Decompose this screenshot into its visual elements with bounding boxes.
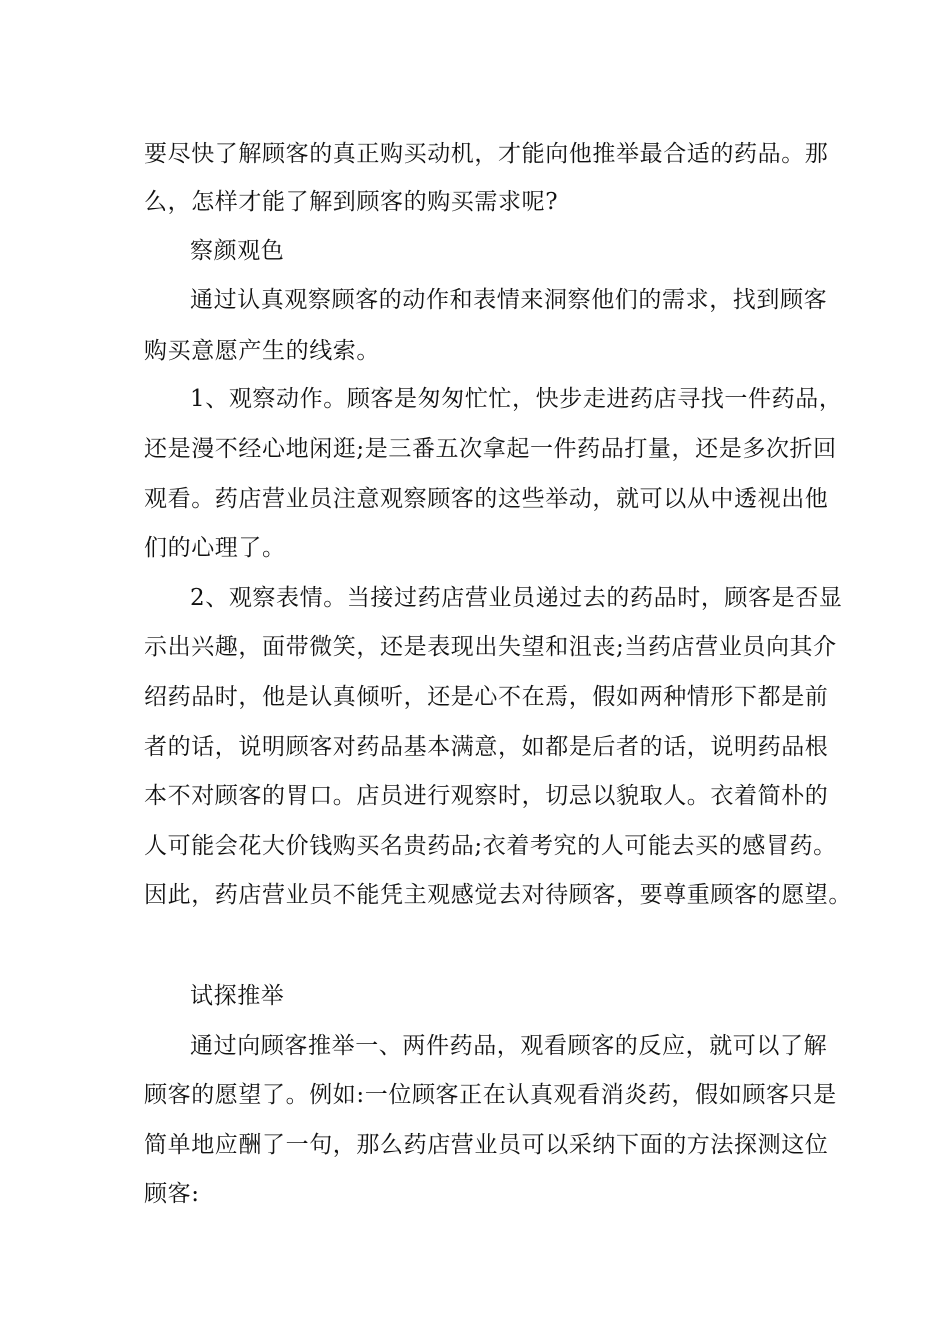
- body-line: 们的心理了。: [144, 535, 286, 561]
- body-line: 简单地应酬了一句，那么药店营业员可以采纳下面的方法探测这位: [144, 1132, 829, 1158]
- body-line: 要尽快了解顾客的真正购买动机，才能向他推举最合适的药品。那: [144, 141, 829, 167]
- body-line: 本不对顾客的胃口。店员进行观察时，切忌以貌取人。衣着简朴的: [144, 783, 829, 809]
- body-line: 购买意愿产生的线索。: [144, 338, 380, 364]
- body-line: 还是漫不经心地闲逛;是三番五次拿起一件药品打量，还是多次折回: [144, 436, 837, 462]
- body-line: 人可能会花大价钱购买名贵药品;衣着考究的人可能去买的感冒药。: [144, 833, 837, 859]
- body-line: 者的话，说明顾客对药品基本满意，如都是后者的话，说明药品根: [144, 734, 829, 760]
- body-line: 1、观察动作。顾客是匆匆忙忙，快步走进药店寻找一件药品，: [190, 386, 843, 412]
- body-line: 通过认真观察顾客的动作和表情来洞察他们的需求，找到顾客: [190, 287, 828, 313]
- body-line: 顾客的愿望了。例如:一位顾客正在认真观看消炎药，假如顾客只是: [144, 1082, 837, 1108]
- body-line: 么，怎样才能了解到顾客的购买需求呢?: [144, 189, 559, 215]
- body-line: 2、观察表情。当接过药店营业员递过去的药品时，顾客是否显: [190, 585, 843, 611]
- section-heading-recommend: 试探推举: [190, 983, 285, 1009]
- body-line: 绍药品时，他是认真倾听，还是心不在焉，假如两种情形下都是前: [144, 684, 829, 710]
- section-heading-observe: 察颜观色: [190, 238, 285, 264]
- body-line: 观看。药店营业员注意观察顾客的这些举动，就可以从中透视出他: [144, 486, 829, 512]
- body-line: 因此，药店营业员不能凭主观感觉去对待顾客，要尊重顾客的愿望。: [144, 882, 852, 908]
- body-line: 顾客:: [144, 1181, 200, 1207]
- body-line: 示出兴趣，面带微笑，还是表现出失望和沮丧;当药店营业员向其介: [144, 634, 837, 660]
- body-line: 通过向顾客推举一、两件药品，观看顾客的反应，就可以了解: [190, 1033, 828, 1059]
